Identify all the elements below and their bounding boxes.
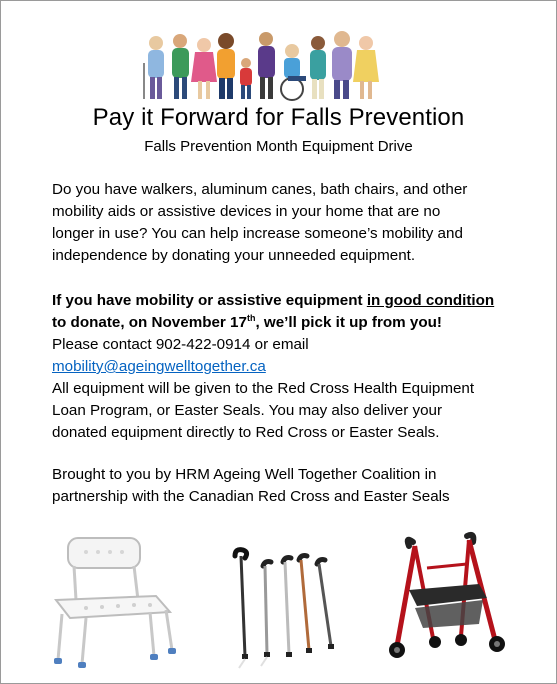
callout-line-2 [52, 312, 522, 334]
person-figure-4 [217, 33, 235, 99]
intro-line: mobility aids or assistive devices in your home that are no [52, 203, 441, 220]
page-title: Pay it Forward for Falls Prevention [92, 104, 465, 131]
person-figure-1 [144, 36, 164, 99]
page-subtitle: Falls Prevention Month Equipment Drive [144, 138, 413, 155]
program-line: All equipment will be given to the Red Cross Health Equipment [52, 380, 475, 397]
people-banner-image [142, 29, 382, 103]
date-suffix: th [246, 312, 256, 323]
intro-line: longer in use? You can help increase someone’s mobility and [52, 225, 463, 242]
email-link[interactable]: mobility@ageingwelltogether.ca [52, 358, 266, 375]
walker-image [375, 528, 515, 668]
program-line: Loan Program, or Easter Seals. You may also deliver your [52, 402, 443, 419]
intro-line: independence by donating your unneeded equipment. [52, 247, 416, 264]
callout-text: If you have mobility or assistive equipment [52, 292, 367, 309]
intro-paragraph [52, 179, 522, 267]
callout-text: , we’ll pick it up from you! [255, 314, 442, 331]
bath-chair-image [46, 528, 181, 668]
person-figure-8 [332, 31, 352, 99]
contact-line: Please contact 902-422-0914 or email [52, 336, 309, 353]
callout-text: to donate, on November 17 [52, 314, 247, 331]
canes-image [209, 516, 361, 671]
pickup-paragraph [52, 290, 522, 444]
person-figure-7 [310, 36, 326, 99]
email-line [52, 356, 522, 378]
footer-paragraph [52, 464, 522, 508]
footer-line: Brought to you by HRM Ageing Well Together Coalition in [52, 466, 437, 483]
good-condition-text: in good condition [366, 292, 495, 309]
person-figure-3 [191, 38, 217, 99]
callout-line-1 [52, 290, 522, 312]
person-figure-5 [240, 58, 252, 99]
person-figure-2 [172, 34, 189, 99]
footer-line: partnership with the Canadian Red Cross and Easter Seals [52, 488, 450, 505]
wheelchair-figure [281, 44, 306, 100]
intro-line: Do you have walkers, aluminum canes, bath chairs, and other [52, 181, 468, 198]
program-line: donated equipment directly to Red Cross or Easter Seals. [52, 424, 440, 441]
person-figure-6 [258, 32, 275, 99]
person-figure-9 [353, 36, 379, 99]
